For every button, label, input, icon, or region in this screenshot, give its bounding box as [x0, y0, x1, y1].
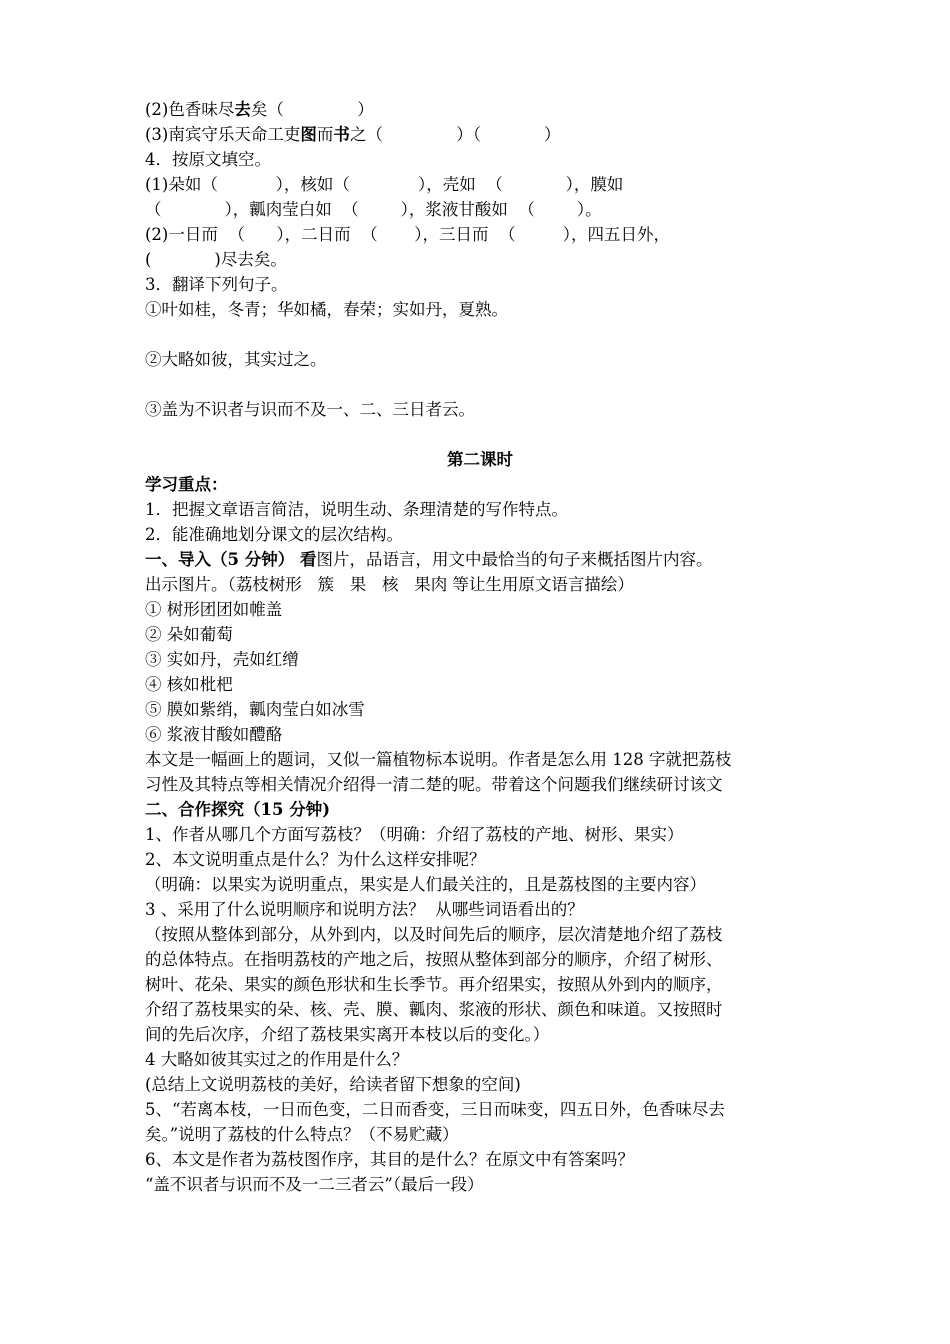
text-segment: 1、作者从哪几个方面写荔枝？（明确：介绍了荔枝的产地、树形、果实） — [145, 825, 684, 844]
text-segment: 3．翻译下列句子。 — [145, 275, 288, 294]
text-segment: “盖不识者与识而不及一二三者云”（最后一段） — [145, 1175, 484, 1194]
text-segment: (3)南宾守乐天命工吏 — [145, 125, 301, 144]
text-segment: （明确：以果实为说明重点，果实是人们最关注的，且是荔枝图的主要内容） — [145, 875, 706, 894]
text-segment: ② 朵如葡萄 — [145, 625, 233, 644]
text-segment: 习性及其特点等相关情况介绍得一清二楚的呢。带着这个问题我们继续研讨该文 — [145, 775, 723, 794]
text-line — [145, 1122, 815, 1147]
text-segment: ④ 核如枇杷 — [145, 675, 233, 694]
text-line — [145, 1097, 815, 1122]
text-line — [145, 397, 815, 422]
text-line — [145, 147, 815, 172]
text-segment: 之（ ）（ ） — [349, 125, 561, 144]
text-segment: (1)朵如（ ），核如（ ），壳如 （ ），膜如 — [145, 175, 624, 194]
text-segment: (2)一日而 （ ），二日而 （ ），三日而 （ ），四五日外， — [145, 225, 670, 244]
text-segment: 书 — [333, 125, 350, 144]
text-line — [145, 797, 815, 822]
text-segment: ③ 实如丹，壳如红缯 — [145, 650, 299, 669]
text-line — [145, 1022, 815, 1047]
blank-line — [145, 422, 815, 447]
text-segment: 图片，品语言，用文中最恰当的句子来概括图片内容。 — [316, 550, 713, 569]
text-line — [145, 897, 815, 922]
text-segment: 1．把握文章语言简洁，说明生动、条理清楚的写作特点。 — [145, 500, 568, 519]
text-line — [145, 547, 815, 572]
text-line — [145, 722, 815, 747]
text-segment: （按照从整体到部分，从外到内，以及时间先后的顺序，层次清楚地介绍了荔枝 — [145, 925, 723, 944]
text-segment: 第二课时 — [447, 450, 513, 469]
text-line — [145, 947, 815, 972]
text-segment: 2、本文说明重点是什么？为什么这样安排呢？ — [145, 850, 486, 869]
text-segment: 树叶、花朵、果实的颜色形状和生长季节。再介绍果实，按照从外到内的顺序， — [145, 975, 723, 994]
text-line — [145, 597, 815, 622]
text-segment: 5、“若离本枝，一日而色变，二日而香变，三日而味变，四五日外，色香味尽去 — [145, 1100, 725, 1119]
text-line — [145, 222, 815, 247]
text-line — [145, 847, 815, 872]
text-segment: 4．按原文填空。 — [145, 150, 271, 169]
text-segment: (2)色香味尽 — [145, 100, 235, 119]
text-line — [145, 822, 815, 847]
text-segment: 出示图片。（荔枝树形 簇 果 核 果肉 等让生用原文语言描绘） — [145, 575, 634, 594]
text-segment: ⑥ 浆液甘酸如醴酪 — [145, 725, 283, 744]
text-line — [145, 672, 815, 697]
text-line — [145, 922, 815, 947]
text-segment: ① 树形团团如帷盖 — [145, 600, 283, 619]
text-segment: 本文是一幅画上的题词，又似一篇植物标本说明。作者是怎么用 128 字就把荔枝 — [145, 750, 732, 769]
text-segment: 3 、采用了什么说明顺序和说明方法？ 从哪些词语看出的？ — [145, 900, 584, 919]
text-line — [145, 972, 815, 997]
text-segment: （ ），瓤肉莹白如 （ ），浆液甘酸如 （ ）。 — [145, 200, 602, 219]
text-line — [145, 1147, 815, 1172]
text-segment: ( )尽去矣。 — [145, 250, 287, 269]
text-line — [145, 747, 815, 772]
text-segment: 图 — [300, 125, 317, 144]
text-line — [145, 622, 815, 647]
text-line — [145, 172, 815, 197]
text-segment: 矣（ ） — [250, 100, 374, 119]
text-segment: ③盖为不识者与识而不及一、二、三日者云。 — [145, 400, 475, 419]
text-line — [145, 1172, 815, 1197]
text-segment: ⑤ 膜如紫绡，瓤肉莹白如冰雪 — [145, 700, 365, 719]
text-segment: 去 — [234, 100, 251, 119]
section-title — [145, 447, 815, 472]
text-segment: 的总体特点。在指明荔枝的产地之后，按照从整体到部分的顺序，介绍了树形、 — [145, 950, 723, 969]
text-segment: 矣。”说明了荔枝的什么特点？（不易贮藏） — [145, 1125, 459, 1144]
text-segment: (总结上文说明荔枝的美好，给读者留下想象的空间) — [145, 1075, 521, 1094]
text-segment: 而 — [316, 125, 334, 144]
text-line — [145, 297, 815, 322]
text-line — [145, 872, 815, 897]
blank-line — [145, 322, 815, 347]
text-segment: ②大略如彼，其实过之。 — [145, 350, 327, 369]
text-line — [145, 772, 815, 797]
text-line — [145, 522, 815, 547]
document-page — [145, 97, 815, 1197]
text-line — [145, 347, 815, 372]
text-line — [145, 272, 815, 297]
text-segment: 间的先后次序，介绍了荔枝果实离开本枝以后的变化。） — [145, 1025, 550, 1044]
text-segment: 学习重点： — [145, 475, 228, 494]
text-segment: 2．能准确地划分课文的层次结构。 — [145, 525, 403, 544]
text-line — [145, 1072, 815, 1097]
text-segment: 6、本文是作者为荔枝图作序，其目的是什么？在原文中有答案吗？ — [145, 1150, 634, 1169]
text-line — [145, 572, 815, 597]
text-line — [145, 1047, 815, 1072]
text-line — [145, 122, 815, 147]
text-line — [145, 472, 815, 497]
text-line — [145, 97, 815, 122]
blank-line — [145, 372, 815, 397]
text-segment: 二、合作探究（15 分钟) — [145, 800, 331, 819]
text-line — [145, 697, 815, 722]
text-line — [145, 647, 815, 672]
text-line — [145, 247, 815, 272]
text-line — [145, 997, 815, 1022]
text-line — [145, 197, 815, 222]
text-segment: 4 大略如彼其实过之的作用是什么？ — [145, 1050, 409, 1069]
text-line — [145, 497, 815, 522]
text-segment: 介绍了荔枝果实的朵、核、壳、膜、瓤肉、浆液的形状、颜色和味道。又按照时 — [145, 1000, 723, 1019]
text-segment: 一、导入（5 分钟） 看 — [145, 550, 317, 569]
text-segment: ①叶如桂，冬青；华如橘，春荣；实如丹，夏熟。 — [145, 300, 508, 319]
